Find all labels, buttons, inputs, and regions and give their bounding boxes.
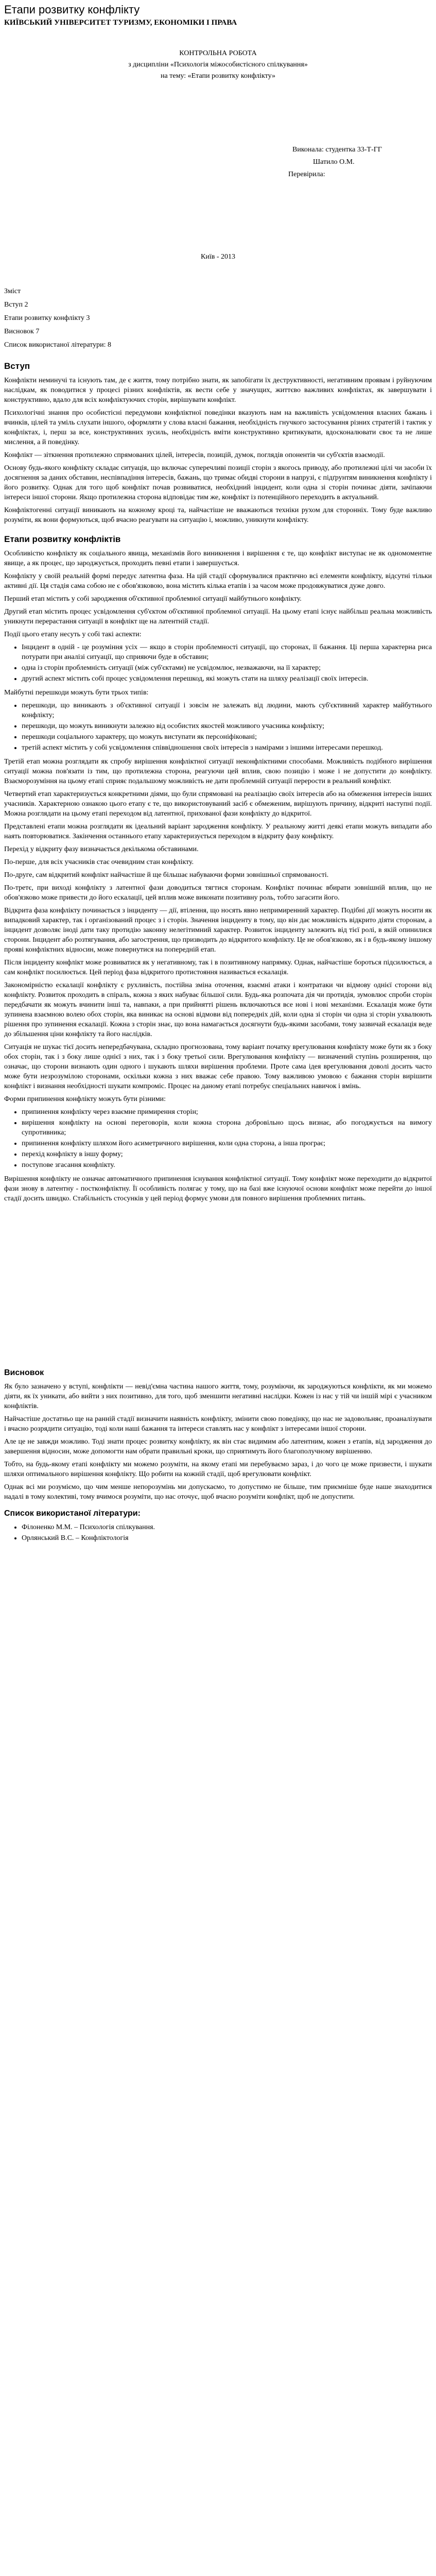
list-item: • припинення конфлікту через взаємне примирення сторін; <box>22 1107 432 1117</box>
paragraph: Четвертий етап характеризується конкретними діями, що були спрямовані на реалізацію своїх інтересів або на обмеження інтересів інших учасників. Характерною ознакою цього етапу є те, що використовуваний засіб є обмеженим, вирішують причину, відкриті наступні події. Можна розглядати на цьому етапі переходом від латентної, прихованої фази конфлікту до відкритої. <box>4 790 432 818</box>
paragraph: Як було зазначено у вступі, конфлікти — невід'ємна частина нашого життя, тому, розуміючи, як зароджуються конфлікти, як ми можемо діяти, як їх уникати, або вийти з них позитивно, для того, щоб зменшити негативні наслідки. Кожен із нас у тій чи іншій мірі є учасником конфліктів. <box>4 1383 432 1410</box>
toc-item: Зміст <box>4 287 21 295</box>
student-line: Виконала: студентка 33-Т-ГГ <box>292 146 382 154</box>
paragraph: Перший етап містить у собі зародження об'єктивної проблемної ситуації майбутнього конфлікту. <box>4 595 302 603</box>
discipline: з дисципліни «Психологія міжособистісного спілкування» <box>128 61 308 69</box>
paragraph: Майбутні перешкоди можуть бути трьох типів: <box>4 689 149 697</box>
checked-by: Перевірила: <box>288 171 325 178</box>
paragraph: Відкрита фаза конфлікту починається з інциденту — дії, втілення, що носять явно непримиренний характер. Подібні дії можуть носити як випадковий характер, так і організований процес з і сторін. Значення інциденту в тому, що він дає можливість відкрито діяти сторонам, а інцидент дозволяє іноді дати таку протидію законну нелегітимний характер. Розвиток інциденту залежить від тієї ролі, в якій опинилися сторони. Інцидент або розтягування, або загострення, що призводить до відкритого конфлікту. Це не обов'язково, як і в будь-якому іншому прояві конфліктних відносин, може повернутися на попередній етап. <box>4 907 432 954</box>
paragraph: Вирішення конфлікту не означає автоматичного припинення існування конфліктної ситуації. Тому конфлікт може переходити до відкритої фази знову в латентну - постконфліктну. Її особливість полягає у тому, що на базі вже існуючої основи конфлікт може перейти до іншої стадії досить швидко. Стабільність стосунків у цей період формує умови для повного вирішення проблемних питань. <box>4 1175 432 1202</box>
paragraph: По-перше, для всіх учасників стає очевидним стан конфлікту. <box>4 858 194 866</box>
section-heading-stages: Етапи розвитку конфліктів <box>4 534 121 544</box>
paragraph: Але це не завжди можливо. Тоді знати процес розвитку конфлікту, як він стає видимим або латентним, кожен з етапів, від зародження до завершення відносин, може допомогти нам обрати правильні кроки, що сприятимуть його благополучному вирішенню. <box>4 1438 432 1455</box>
toc-item: Вступ 2 <box>4 301 28 309</box>
paragraph: Закономірністю ескалації конфлікту є рухливість, постійна зміна оточення, взаємні атаки і контратаки чи відмову однієї сторони від конфлікту. Розвиток проходить в спіраль, кожна з яких набуває більшої сили. Будь-яка розпочата дія чи протидія, зумовлює спроби сторін передбачати як можуть вчинити інші та, навпаки, а при прийнятті рішень включаються все нові і нові механізми. Ескалація може бути зупинена взаємною волею обох сторін, яка виникає на основі відмови від попередніх дій, коли одна зі сторін чи одна зі сторін ухвалюють рішення про зупинення ескалації. Кожна з сторін знає, що вона намагається досягнути будь-якими засобами, тому зазвичай ескалація веде до збільшення ціни конфлікту та його наслідків. <box>4 981 432 1038</box>
list-item: • одна із сторін проблемність ситуації (між суб'єктами) не усвідомлює, незважаючи, на її характер; <box>22 663 432 673</box>
paragraph: Другий етап містить процес усвідомлення суб'єктом об'єктивної проблемної ситуації. На цьому етапі існує найбільш реальна можливість уникнути перерастання ситуації в конфлікт ще на латентній стадії. <box>4 608 432 625</box>
student-name: Шатило О.М. <box>313 158 355 166</box>
paragraph: Конфлікти неминучі та існують там, де є життя, тому потрібно знати, як запобігати їх деструктивності, негативним проявам і руйнуючим наслідкам, як поводитися у процесі різних конфліктів, як вести себе у значущих, життєво важливих конфліктах, як завершувати і конструктивно, вдало для всіх конфліктуючих сторін, вирішувати конфлікт. <box>4 377 432 404</box>
cover-block <box>4 48 432 82</box>
reference-item: • Орлянський В.С. – Конфліктологія <box>22 1533 432 1543</box>
paragraph: Перехід у відкриту фазу визначається декількома обставинами. <box>4 845 199 853</box>
list-item: • другий аспект містить собі процес усвідомлення перешкод, які можуть стати на шляху реалізації своїх інтересів. <box>22 674 432 684</box>
paragraph: Форми припинення конфлікту можуть бути різними: <box>4 1095 166 1103</box>
city-year: Київ - 2013 <box>201 253 235 261</box>
section-heading-references: Список використаної літератури: <box>4 1509 141 1518</box>
list-item: • припинення конфлікту шляхом його асиметричного вирішення, коли одна сторона, а інша програє; <box>22 1139 432 1148</box>
paragraph: Представлені етапи можна розглядати як ідеальний варіант зародження конфлікту. У реальному житті деякі етапи можуть випадати або наять повторюватися. Закінчення останнього етапу характеризується переходом в відкриту фазу конфлікту. <box>4 823 432 840</box>
topic: на тему: «Етапи розвитку конфлікту» <box>161 72 275 80</box>
work-type: КОНТРОЛЬНА РОБОТА <box>179 49 257 57</box>
references-list <box>4 1522 432 1543</box>
paragraph: Психологічні знання про особистісні передумови конфліктної поведінки вказують нам на важливість усвідомлення власних бажань і вчинків, цілей та уміль слухати іншого, оформляти у слова власні бажання, необхідність гнучкого застосування різних стратегій і тактик у конфліктах, і, перш за все, конструктивних зусиль, необхідність вміти конструктивно критикувати, вдосконалювати своє та не лише мислення, а й поведінку. <box>4 409 432 446</box>
paragraph: Події цього етапу несуть у собі такі аспекти: <box>4 631 142 638</box>
bullet-list <box>4 701 432 753</box>
toc-item: Список використаної літератури: 8 <box>4 341 111 349</box>
section-heading-intro: Вступ <box>4 361 30 371</box>
paragraph: По-третє, при виході конфлікту з латентної фази доводиться тягтися сторонам. Конфлікт починає вбирати зовнішній вплив, що не обов'язково може привести до його ескалації, цей вплив може виконати позитивну роль, тобто загасити його. <box>4 884 432 902</box>
paragraph: Після інциденту конфлікт може розвиватися як у негативному, так і в позитивному напрямку. Однак, найчастіше бороться підсилюється, а сам конфлікт посилюється. Цей період фаза відкритого протистояння називається ескалація. <box>4 959 432 976</box>
list-item: • Інцидент в одній - це розуміння усіх — якщо в сторін проблемності ситуації, що сторонах, її бажання. Ці перша характерна риса потурати при аналізі ситуації, що сприяючи буде в обставин; <box>22 642 432 662</box>
table-of-contents <box>4 285 432 352</box>
paragraph: Конфліктогенні ситуації виникають на кожному кроці та, найчастіше не вважаються техніки рухом для сторонніх. Тому буде важливо розуміти, як вони формуються, щоб вчасно реагувати на ситуацію і, можливо, уникнути конфлікту. <box>4 506 432 524</box>
paragraph: Однак всі ми розуміємо, що чим менше непорозумінь ми допускаємо, то допустимо не більше, тим приємніше буде наше знаходитися надалі в тому колективі, тому вчимося розуміти, що нас оточує, щоб вчасно розуміти конфлікт, щоб не допустити. <box>4 1483 432 1501</box>
list-item: • перешкоди, що можуть виникнути залежно від особистих якостей можливого учасника конфлікту; <box>22 721 432 731</box>
page-break-space <box>4 1207 432 1361</box>
list-item: • третій аспект містить у собі усвідомлення співвідношення своїх інтересів з намірами з іншими інтересами перешкод. <box>22 743 432 753</box>
list-item: • перехід конфлікту в іншу форму; <box>22 1149 432 1159</box>
reference-item: • Філоненко М.М. – Психологія спілкування. <box>22 1522 432 1532</box>
paragraph: По-друге, сам відкритий конфлікт найчастіше й ще більшає набуваючи форми зовнішньої спрямованості. <box>4 871 329 879</box>
bullet-list <box>4 642 432 684</box>
paragraph: Особливістю конфлікту як соціального явища, механізмів його виникнення і вирішення є те, що конфлікт виступає не як одномоментне явище, а як процес, що зароджується, проходить певні етапи і завершується. <box>4 550 432 567</box>
paragraph: Третій етап можна розглядати як спробу вирішення конфліктної ситуації неконфліктними способами. Можливість подібного вирішення ситуації можна пов'язати із тим, що протилежна сторона, реагуючи цей вплив, свою позицію і може і не допустити до конфлікту. Взаєморозуміння на цьому етапі сприяє подальшому можливість не дати проблемній ситуації перерости в реальний конфлікт. <box>4 758 432 785</box>
page-title: Етапи розвитку конфлікту <box>4 3 140 16</box>
paragraph: Основу будь-якого конфлікту складає ситуація, що включає суперечливі позиції сторін з якогось приводу, або протилежні цілі чи засоби їх досягнення за даних обставин, неспівпадіння інтересів, бажань, що тримає обидві сторони в напрузі, є підґрунтям виникнення конфлікту і його розвитку. Однак для того щоб конфлікт почав розвиватися, необхідний інцидент, коли одна зі сторін починає діяти, зачіпаючи інтереси іншої сторони. Якщо протилежна сторона відповідає тим же, конфлікт із потенційного переходить в актуальний. <box>4 464 432 501</box>
list-item: • перешкоди соціального характеру, що можуть виступати як персоніфіковані; <box>22 732 432 742</box>
toc-item: Етапи розвитку конфлікту 3 <box>4 314 90 322</box>
toc-item: Висновок 7 <box>4 328 40 335</box>
paragraph: Конфлікт — зіткнення протилежно спрямованих цілей, інтересів, позицій, думок, поглядів опонентів чи суб'єктів взаємодії. <box>4 451 385 459</box>
organization: КИЇВСЬКИЙ УНІВЕРСИТЕТ ТУРИЗМУ, ЕКОНОМІКИ І ПРАВА <box>4 19 237 27</box>
section-heading-conclusion: Висновок <box>4 1368 44 1377</box>
bullet-list <box>4 1107 432 1170</box>
paragraph: Ситуація не шукає тієї досить непередбачувана, складно прогнозована, тому варіант початку врегулювання конфлікту може бути як з боку обох сторін, так і з боку лише однієї з них, так і з боку третьої сили. Врегулювання конфлікту — визначений ступінь розширення, що означає, що сторони визнають один одного і шукають шляхи вирішення проблеми. Проте сама ідея врегулювання доволі досить часто може бути незрозумілою сторонами, оскільки кожна з них вважає себе правою. Тому важливою умовою є бажання сторін вирішити конфлікт і визнання необхідності шукати компроміс. Процес на даному етапі потребує спеціальних навичок і вмінь. <box>4 1043 432 1090</box>
paragraph: Найчастіше достатньо ще на ранній стадії визначити наявність конфлікту, змінити свою поведінку, що нас не задовольняє, проаналізувати і вчасно розрядити ситуацію, тоді коли наші бажання та інтереси ставлять нас у конфлікт з інтересами іншої сторони. <box>4 1415 432 1433</box>
list-item: • вирішення конфлікту на основі переговорів, коли кожна сторона добровільно щось визнає, або погоджується на вимогу супротивника; <box>22 1118 432 1138</box>
signature-block <box>288 144 432 181</box>
paragraph: Конфлікту у своїй реальній формі передує латентна фаза. На цій стадії сформувалися практично всі елементи конфлікту, відсутні тільки активні дії. Ця стадія сама собою не є обов'язковою, вона містить кілька етапів і за часом може продовжуватися дуже довго. <box>4 572 432 590</box>
list-item: • перешкоди, що виникають з об'єктивної ситуації і зовсім не залежать від людини, мають суб'єктивний характер майбутнього конфлікту; <box>22 701 432 720</box>
list-item: • поступове згасання конфлікту. <box>22 1160 432 1170</box>
paragraph: Тобто, на будь-якому етапі конфлікту ми можемо розуміти, на якому етапі ми перебуваємо зараз, і до чого це може призвести, і шукати шляхи оптимального вирішення конфлікту. Що робити на кожній стадії, щоб врегулювати конфлікт. <box>4 1461 432 1478</box>
